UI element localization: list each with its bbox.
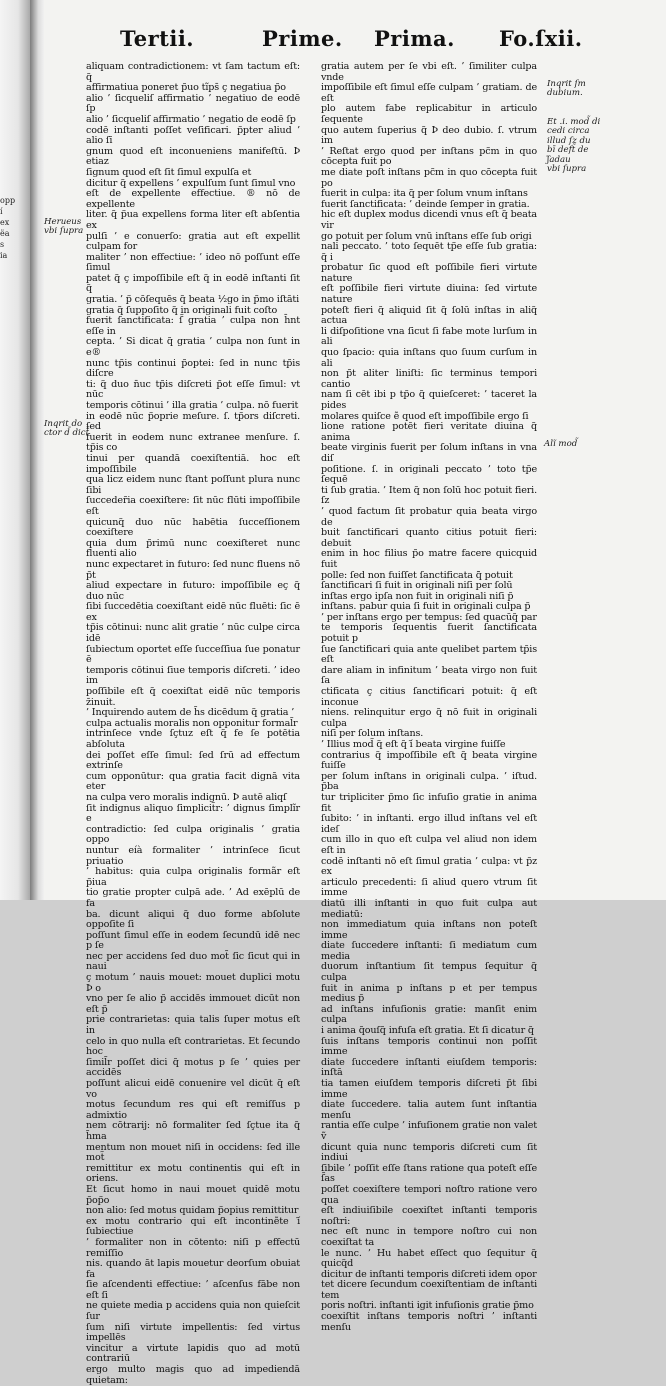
text-line: mentum non mouet niſi in occidens: ſed ille mot̃ — [86, 1141, 300, 1164]
text-line: ſie aſcendenti effectiue: ’ aſcenſus fābe non eſt ſi — [86, 1279, 300, 1301]
text-line: nali peccato. ’ toto ſequēt tp̃e eſſe ſub gratia: q̃ i — [321, 241, 537, 263]
text-line: buit ſanctificari quanto citius potuit fieri: debuit — [321, 527, 537, 549]
text-line: nam ſi cēt ibi p tp̃o q̃ quieſceret: ’ taceret la pides — [321, 389, 537, 411]
book-page — [44, 0, 666, 1386]
left-page-fragment: opp — [0, 196, 16, 205]
text-line: remittitur ex motu continentis qui eſt in oriens. — [86, 1162, 300, 1185]
text-line: tp̃is cōtinui: nunc alit gratie ’ nūc culpe circa idē — [86, 622, 300, 645]
text-line: nis. quando āt lapis mouetur deorſum obuiat fa — [86, 1258, 300, 1280]
text-line: ſubito: ’ in inſtanti. ergo illud inſtans vel eſt ideſ — [321, 813, 537, 835]
text-line: cepta. ’ Si dicat q̃ gratia ’ culpa non ſunt in e® — [86, 336, 300, 359]
folio-number: Fo.ſxii. — [499, 26, 583, 51]
text-line: ne quiete media p accidens quia non quieſcit ſur — [86, 1300, 300, 1323]
text-line: affirmatiua poneret p̃uo tĩps̄ ç negatiua p̃o — [86, 82, 286, 94]
text-line: celo in quo nulla eſt contrarietas. Et ſecundo hoc — [86, 1035, 300, 1058]
text-line: aliud expectare in futuro: impoſſibile eç q̃ duo nūc — [86, 580, 300, 602]
margin-note-herueus: Herueus vbi ſupra — [44, 217, 84, 237]
text-line: nunc tp̃is continui p̃optei: ſed in nunc tp̃is diſcre — [86, 357, 300, 380]
text-line: eſt indiuiſibile coexiſtet inſtanti temporis noſtri: — [321, 1205, 537, 1227]
text-line: cum opponūtur: qua gratia facit dignā vita eter — [86, 770, 300, 793]
text-line: rantia eſſe culpe ’ infuſionem gratie non valet ṽ — [321, 1120, 537, 1142]
text-line: hic eſt duplex modus dicendi vnus eſt q̃ beata vir — [321, 209, 537, 231]
text-line: ex motu contrario qui eſt incontinẽte í̃ ſubiectiue — [86, 1215, 300, 1238]
text-line: ſignum quod eſt ſit ſimul expulſa et — [86, 166, 252, 178]
text-line: ſubiectum oportet eſſe ſucceſſiua ſue ponatur ē — [86, 643, 300, 666]
text-line: intrinſece vnde ſçtuz eſt q̃ fe ſe potētia abſoluta — [86, 728, 300, 750]
text-line: quicunq̃ duo nūc habētia ſucceſſionem coexiſtere — [86, 516, 300, 539]
text-line: diate ſuccedere inſtanti eiuſdem temporis: inſtā — [321, 1056, 537, 1079]
text-line: ſibile ’ poſſit eſſe ſtans ratione qua poteſt eſſe ſ̃as — [321, 1162, 537, 1185]
text-line: beate virginis fuerit per ſolum inſtans in vna diſ — [321, 442, 537, 464]
text-line: fuit in anima p inſtans p et per tempus medius p̃ — [321, 982, 537, 1005]
text-column-left — [86, 62, 300, 1386]
text-line: gnum quod eſt inconueniens manifeſtū. Þ etiaz — [86, 145, 300, 168]
text-line: quo autem ſuperius q̃ Þ deo dubio. ſ. vtrum im — [321, 124, 537, 147]
text-line: pulſi ’ e conuerſo: gratia aut eſt expellit culpam for — [86, 230, 300, 253]
text-line: temporis cōtinui ’ illa gratia ’ culpa. nō fuerit — [86, 400, 299, 411]
text-line: nec per accidens ſed duo mot̃ ſic ſicut qui in naui — [86, 950, 300, 973]
text-line: liter. q̃ p̃ua expellens forma liter eſt abſentia ex — [86, 209, 300, 231]
text-line: ergo multo magis quo ad impediendā quietam: — [86, 1364, 300, 1386]
text-line: gratia q̃ ſuppoſito q̃ in originali fuit coſto — [86, 304, 278, 316]
text-line: nec eſt nunc in tempore noſtro cui non coexiſtat ta — [321, 1226, 537, 1248]
text-line: ’ Illius mod̃ q̃ eſt q̃ í̃ beata virgine fuiſſe — [321, 739, 506, 750]
margin-note-alius-modus: Alĩ mod̃ — [544, 439, 578, 449]
text-line: diate ſuccedere inſtanti: ſi mediatum cum media — [321, 940, 537, 962]
text-line: codē inſtanti nō eſt ſimul gratia ’ culpa: vt p̃z ex — [321, 855, 537, 878]
running-head-tertii: Tertii. — [120, 26, 195, 51]
text-line: nunc expectaret in futuro: ſed nunc fluens nō p̃t — [86, 558, 300, 581]
text-line: dicitur q̃ expellens ’ expulſum ſunt ſimul vno — [86, 177, 296, 189]
text-line: gratia. ’ p̃ cōſequēs q̃ beata ½go in p̃mo iſtāti — [86, 294, 300, 306]
text-line: enim in hoc filius p̃o matre facere quicquid fuit — [321, 548, 537, 570]
text-line: diatū illi inſtanti in quo fuit culpa aut mediatū: — [321, 897, 537, 920]
text-line: li diſpoſitione vna ſicut ſi fabe mote lurſum in ali — [321, 325, 537, 348]
text-line: tur tripliciter p̃mo ſic infuſio gratie in anima fit — [321, 791, 537, 814]
text-line: qua licz eidem nunc ſtant poſſunt plura nunc ſibi — [86, 474, 300, 496]
text-line: poſſet coexiſtere tempori noſtro ratione vero qua — [321, 1183, 537, 1206]
text-line: ſanctificari ſi fuit in originali niſi per ſolū — [321, 580, 513, 592]
text-line: ti ſub gratia. ’ Item q̃ non ſolū hoc potuit fieri. ſz — [321, 484, 537, 507]
text-line: inſtans. pabur quia ſi fuit in originali culpa p̃ — [321, 601, 531, 613]
book-spine-shadow — [30, 0, 44, 900]
text-line: quo ſpacio: quia inſtans quo ſuum curſum in ali — [321, 347, 537, 369]
text-line: tet dicere ſecundum coexiſtentiam de inſtanti tem — [321, 1279, 537, 1301]
margin-note-inquirit-dubium: Inqrit ſm dubium. — [547, 79, 586, 99]
text-line: motus ſecundum res qui eſt remiſſus p admixtio — [86, 1099, 300, 1121]
text-line: dei poſſet eſſe ſimul: ſed ſrū ad effectum extrinſe — [86, 749, 300, 772]
text-line: dicunt quia nunc temporis diſcreti cum ſit indiui — [321, 1141, 537, 1164]
running-head-prima: Prima. — [374, 26, 455, 51]
text-line: ſit indignus aliquo ſimplicit̃r: ’ dignus ſimplĩr e — [86, 802, 300, 825]
text-line: te temporis ſequentis fuerit ſanctificata potuit p — [321, 622, 537, 645]
text-line: diate ſuccedere. talia autem ſunt inſtantia menſu — [321, 1099, 537, 1121]
text-line: ç motum ’ nauis mouet: mouet duplici motu Þ o — [86, 972, 300, 994]
text-line: duorum inſtantium ſit tempus ſequitur q̃ culpa — [321, 961, 537, 984]
text-line: plo autem fabe replicabitur in articulo ſequente — [321, 103, 537, 125]
text-line: ’ per inſtans ergo per tempus: ſed quacūq̃ par — [321, 611, 537, 623]
left-page-fragment: ia — [0, 251, 8, 260]
left-page-edge — [0, 0, 30, 900]
text-line: me diate poſt inſtans pc̃m in quo cōcepta fuit po — [321, 166, 537, 189]
text-line: dare aliam in infinitum ’ beata virgo non fuit ſa — [321, 664, 537, 687]
text-line: probatur ſic quod eſt poſſibile fieri virtute nature — [321, 262, 537, 284]
text-line: vincitur a virtute lapidis quo ad motū contrariū — [86, 1342, 300, 1365]
text-line: nuntur eíà formaliter ’ intrinſece ſicut priuatio — [86, 844, 300, 867]
text-line: in eodē nūc p̃oprie meſure. ſ. tp̃ors diſcreti. ſed — [86, 410, 300, 433]
text-line: coexiſtit inſtans temporis noſtri ’ inſtanti menſu — [321, 1311, 537, 1333]
text-line: inſtas ergo ipſa non fuit in originali niſi p̃ — [321, 590, 514, 602]
text-line: polle: ſed non fuiſſet ſanctificata q̃̃ potuit — [321, 569, 513, 581]
text-line: fuerit ſanctificata: ’ deinde ſemper in gratia. — [321, 198, 530, 210]
text-line: contradictio: ſed culpa originalis ’ gratia oppo — [86, 823, 300, 846]
text-line: tinui per quandā coexiſtentiā. hoc eſt impoſſibile — [86, 452, 300, 475]
text-line: molares quiſce ẽ quod eſt impoſſibile ergo ſi — [321, 410, 529, 422]
text-line: ctificata ç citius ſanctificari potuit: q̃ eſt inconue — [321, 686, 537, 708]
left-page-fragment: ex — [0, 218, 10, 227]
text-column-right — [321, 62, 537, 1333]
text-line: ſue ſanctificari quia ante quelibet partem tp̃is eſt — [321, 643, 537, 666]
text-line: i anima q̃ouſq̃ infuſa eſt gratia. Et ſi dicatur q̃ — [321, 1025, 534, 1037]
text-line: eſt poſſibile fieri virtute diuina: ſed virtute nature — [321, 283, 537, 306]
text-line: ſuis inſtans temporis continui non poſſit imme — [321, 1035, 537, 1058]
text-line: poſſunt alicui eidē conuenire vel dicūt q̃ eſt vo — [86, 1078, 300, 1100]
text-line: per ſolum inſtans in originali culpa. ’ iſtud. p̃ba — [321, 770, 537, 793]
text-line: poſitione. ſ. in originali peccato ’ toto tp̃e ſequē — [321, 463, 537, 486]
text-line: ſucceder̃ia coexiſtere: ſit nūc flūti impoſſibile eſt — [86, 495, 300, 517]
text-line: tio gratie propter culpā ade. ’ Ad exēplū de fa — [86, 887, 300, 909]
running-head-prime: Prime. — [262, 26, 343, 51]
text-line: vno per ſe alio p̃ accidēs immouet dicūt non eſt p̃ — [86, 993, 300, 1015]
text-line: temporis cōtinui ſiue temporis diſcreti. ’ ideo im — [86, 664, 300, 687]
left-page-fragment: s — [0, 240, 5, 249]
text-line: fuerit in culpa: ita q̃ per ſolum vnum inſtans — [321, 188, 528, 200]
text-line: contrarius q̃ impoſſibile eſt q̃ beata virgine fuiſſe — [321, 749, 537, 772]
text-line: non immediatum quia inſtans non poteſt imme — [321, 919, 537, 941]
text-line: quia dum p̃rimū nunc coexiſteret nunc fluenti alio — [86, 537, 300, 560]
left-page-fragment: í — [0, 207, 3, 216]
text-line: alio ’ ſicqueliſ affirmatio ’ negatiuo de eodē ſp — [86, 92, 300, 115]
text-line: gratia autem per ſe vbi eſt. ’ ſimiliter culpa vnde — [321, 61, 537, 83]
text-line: non p̃t aliter liniſti: ſic terminus tempori cantio — [321, 368, 537, 390]
text-line: lione ratione potēt fieri veritate diuina q̃ anima — [321, 421, 537, 443]
text-line: non alio: ſed motus quidam p̃opius remittitur — [86, 1205, 299, 1217]
text-line: Et ſicut homo in naui mouet quidē motu p̃op̃o — [86, 1183, 300, 1206]
text-line: prie contrarietas: quia talis ſuper motus eſt in — [86, 1014, 300, 1037]
text-line: codē inſtanti poſſet veſificari. p̃pter aliud ’ alio ſī — [86, 124, 300, 147]
text-line: go potuit per ſolum vnū inſtans eſſe ſub origi — [321, 230, 532, 242]
text-line: ſibi ſuccedētia coexiſtant eidē nūc fluēti: ſic ē ex — [86, 601, 300, 623]
margin-note-primus-modus: Et .i. mod̃ di cedi circa illud ſz du bī deft̃ de ʃ̃adau vbi ſupra — [547, 117, 601, 175]
text-line: ’ Inquirendo autem de h̃s dicēdum q̃ gratia ’ — [86, 707, 295, 719]
text-line: ’ quod factum ſit probatur quia beata virgo de — [321, 505, 537, 528]
text-line: aliquam contradictionem: vt ſam tactum eſt: q̃ — [86, 61, 300, 83]
running-head — [44, 26, 666, 56]
margin-note-inquirit-doctor: Inqrit do ctor d̃ dict̄ — [44, 419, 90, 439]
text-line: ba. dicunt aliqui q̃ duo forme abſolute oppoſite ſi — [86, 908, 300, 931]
text-line: maliter ’ non effectiue: ’ ideo nō poſſunt eſſe ſimul — [86, 251, 300, 274]
text-line: ſimil̃r poſſet dici q̃ motus p ſe ’ quies per accidēs — [86, 1056, 300, 1079]
left-page-fragment: ëa — [0, 229, 10, 238]
text-line: niſi per ſolum inſtans. — [321, 728, 424, 740]
text-line: le nunc. ’ Hu habet eſſect quo ſequitur q̃ quicq̃d — [321, 1247, 537, 1270]
text-line: tia tamen eiuſdem temporis diſcreti p̃t ſibi imme — [321, 1078, 537, 1100]
text-line: ’ formaliter non in cōtento: niſi p effectū remiſſio — [86, 1236, 300, 1259]
text-line: nem cōtrarij: nō formaliter ſed ſçtue ita q̃ h̃ma — [86, 1120, 300, 1142]
text-line: cum illo in quo eſt culpa vel aliud non idem eſt in — [321, 834, 537, 856]
text-line: poteſt fieri q̃ aliquid ſit q̃ ſolū inſtas in aliq̃ actua — [321, 304, 537, 327]
text-line: niens. relinquitur ergo q̃ nō fuit in originali culpa — [321, 707, 537, 729]
text-line: alio ’ ſicqueliſ affirmatio ’ negatio de eodē ſp — [86, 113, 296, 125]
text-line: fuerit in eodem nunc extranee menſure. ſ. tp̃is co — [86, 431, 300, 454]
text-line: poſſibile eſt q̃ coexiſtat eidē nūc temporis z̄inuit. — [86, 686, 300, 708]
text-line: poſſunt ſimul eſſe in eodem ſecundū idē nec p ſe — [86, 929, 300, 952]
text-line: na culpa vero moralis indignū. Þ autē aliqſ — [86, 791, 287, 803]
text-line: ti: q̃ duo n̄uc tp̃is diſcreti p̃ot eſſe ſimul: vt nūc — [86, 378, 300, 401]
text-line: eſt de expellente effectiue. ® nō de expellente — [86, 188, 300, 210]
text-line: patet q̃ ç impoſſibile eſt q̃ in eodē inſtanti ſit q̃ — [86, 272, 300, 295]
text-line: dicitur de inſtanti temporis diſcreti idem opor — [321, 1268, 537, 1280]
text-line: ’ habitus: quia culpa originalis formãr eſt p̃iua — [86, 866, 300, 888]
text-line: ad inſtans infuſionis gratie: manſit enim culpa — [321, 1003, 537, 1026]
text-line: fuerit ſanctificata: ſ̃ gratia ’ culpa non h̄nt eſſe in — [86, 315, 300, 337]
text-line: articulo precedenti: ſi aliud quero vtrum ſit imme — [321, 876, 537, 899]
text-line: poris noſtri. inſtanti igit infuſionis gratie p̃mo — [321, 1300, 534, 1312]
text-line: ’ Reſtat ergo quod per inſtans pc̃m in quo cōcepta fuit po — [321, 145, 537, 168]
text-line: impoſſibile eſt ſimul eſſe culpam ’ gratiam. de eſt — [321, 82, 537, 104]
text-line: culpa actualis moralis non opponitur formal̃r — [86, 717, 298, 729]
text-line: ſum niſi virtute impellentis: ſed virtus impellēs — [86, 1321, 300, 1344]
